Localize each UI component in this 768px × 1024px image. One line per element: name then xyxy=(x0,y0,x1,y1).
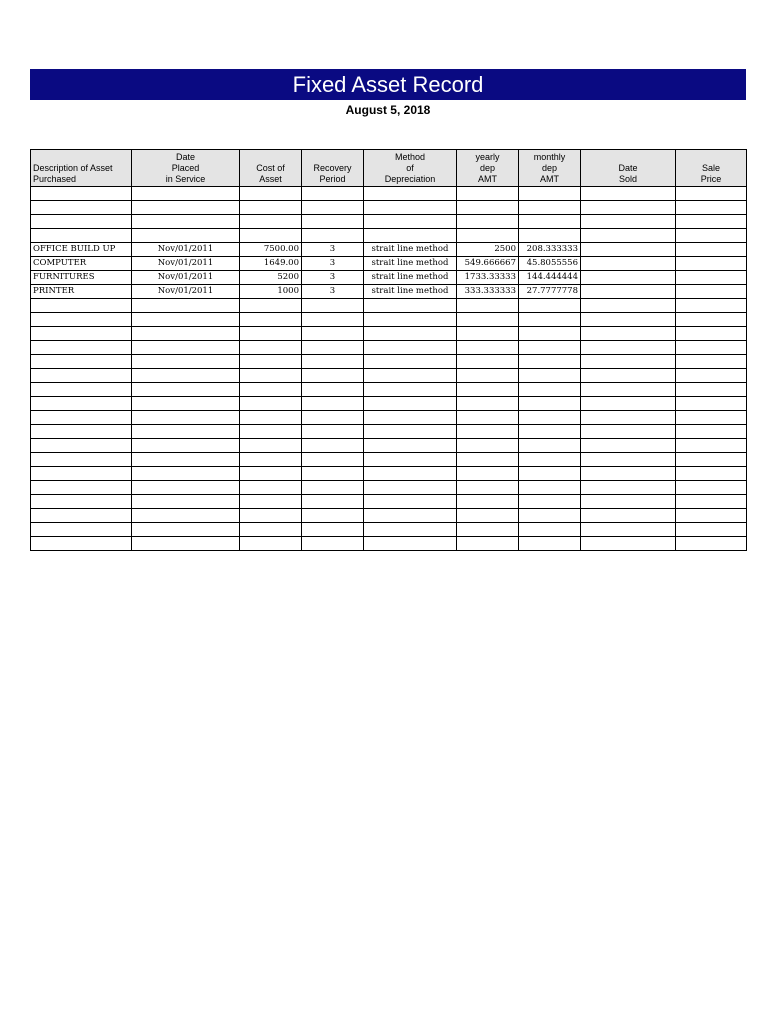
cell-sale-price xyxy=(676,271,747,285)
cell-sale-price xyxy=(676,285,747,299)
cell-date-sold xyxy=(581,229,676,243)
document-title: Fixed Asset Record xyxy=(30,69,746,100)
cell-sale-price xyxy=(676,187,747,201)
cell-date-placed xyxy=(132,215,240,229)
cell-cost xyxy=(240,523,302,537)
cell-recovery-period: 3 xyxy=(302,285,364,299)
header-row xyxy=(31,150,747,187)
cell-method xyxy=(364,425,457,439)
cell-description xyxy=(31,495,132,509)
table-row xyxy=(31,299,747,313)
cell-date-placed xyxy=(132,299,240,313)
cell-monthly-dep xyxy=(519,425,581,439)
table-row xyxy=(31,257,747,271)
cell-description: COMPUTER xyxy=(31,257,132,271)
cell-cost xyxy=(240,509,302,523)
cell-recovery-period xyxy=(302,383,364,397)
cell-sale-price xyxy=(676,453,747,467)
cell-recovery-period xyxy=(302,201,364,215)
cell-date-sold xyxy=(581,313,676,327)
header-method: Method of Depreciation xyxy=(364,150,457,187)
cell-cost xyxy=(240,537,302,551)
cell-method xyxy=(364,299,457,313)
cell-recovery-period xyxy=(302,411,364,425)
cell-date-placed xyxy=(132,201,240,215)
cell-date-placed: Nov/01/2011 xyxy=(132,257,240,271)
table-row xyxy=(31,537,747,551)
header-yearly-dep: yearly dep AMT xyxy=(457,150,519,187)
cell-method xyxy=(364,439,457,453)
cell-method xyxy=(364,481,457,495)
cell-date-placed xyxy=(132,453,240,467)
cell-monthly-dep: 27.7777778 xyxy=(519,285,581,299)
cell-monthly-dep xyxy=(519,341,581,355)
header-description: Description of Asset Purchased xyxy=(31,150,132,187)
table-row xyxy=(31,187,747,201)
cell-date-sold xyxy=(581,383,676,397)
cell-monthly-dep xyxy=(519,383,581,397)
cell-monthly-dep xyxy=(519,397,581,411)
cell-date-sold xyxy=(581,411,676,425)
cell-yearly-dep xyxy=(457,481,519,495)
cell-date-sold xyxy=(581,285,676,299)
cell-recovery-period xyxy=(302,341,364,355)
cell-method xyxy=(364,341,457,355)
cell-date-sold xyxy=(581,495,676,509)
cell-monthly-dep xyxy=(519,467,581,481)
cell-recovery-period xyxy=(302,369,364,383)
cell-cost xyxy=(240,201,302,215)
fixed-asset-table xyxy=(30,149,747,551)
cell-yearly-dep xyxy=(457,453,519,467)
header-date-placed: Date Placed in Service xyxy=(132,150,240,187)
cell-date-placed xyxy=(132,425,240,439)
cell-date-sold xyxy=(581,271,676,285)
table-row xyxy=(31,509,747,523)
cell-date-sold xyxy=(581,243,676,257)
cell-monthly-dep xyxy=(519,369,581,383)
cell-sale-price xyxy=(676,523,747,537)
cell-sale-price xyxy=(676,341,747,355)
cell-description xyxy=(31,313,132,327)
cell-cost xyxy=(240,453,302,467)
cell-date-placed xyxy=(132,537,240,551)
cell-method xyxy=(364,397,457,411)
header-sale-price: Sale Price xyxy=(676,150,747,187)
cell-method xyxy=(364,229,457,243)
cell-cost xyxy=(240,481,302,495)
cell-cost xyxy=(240,397,302,411)
table-row xyxy=(31,467,747,481)
cell-recovery-period xyxy=(302,215,364,229)
cell-description xyxy=(31,523,132,537)
cell-sale-price xyxy=(676,327,747,341)
cell-cost xyxy=(240,327,302,341)
cell-description xyxy=(31,481,132,495)
table-row xyxy=(31,243,747,257)
cell-method xyxy=(364,495,457,509)
cell-sale-price xyxy=(676,215,747,229)
cell-yearly-dep xyxy=(457,523,519,537)
header-date-sold: Date Sold xyxy=(581,150,676,187)
cell-recovery-period xyxy=(302,467,364,481)
table-row xyxy=(31,369,747,383)
cell-date-placed xyxy=(132,187,240,201)
cell-monthly-dep xyxy=(519,215,581,229)
cell-date-placed xyxy=(132,467,240,481)
cell-description xyxy=(31,299,132,313)
cell-cost: 1000 xyxy=(240,285,302,299)
cell-date-sold xyxy=(581,481,676,495)
cell-date-placed xyxy=(132,495,240,509)
cell-date-sold xyxy=(581,425,676,439)
cell-monthly-dep xyxy=(519,299,581,313)
cell-method xyxy=(364,453,457,467)
cell-description xyxy=(31,439,132,453)
cell-yearly-dep xyxy=(457,397,519,411)
header-recovery-period: Recovery Period xyxy=(302,150,364,187)
cell-monthly-dep xyxy=(519,537,581,551)
cell-recovery-period xyxy=(302,355,364,369)
cell-yearly-dep xyxy=(457,327,519,341)
cell-method xyxy=(364,383,457,397)
cell-yearly-dep: 2500 xyxy=(457,243,519,257)
cell-date-placed xyxy=(132,411,240,425)
cell-date-placed xyxy=(132,383,240,397)
cell-cost xyxy=(240,439,302,453)
cell-date-sold xyxy=(581,341,676,355)
cell-date-sold xyxy=(581,453,676,467)
cell-recovery-period xyxy=(302,229,364,243)
cell-sale-price xyxy=(676,411,747,425)
cell-description: OFFICE BUILD UP xyxy=(31,243,132,257)
cell-date-sold xyxy=(581,299,676,313)
cell-cost xyxy=(240,313,302,327)
cell-method xyxy=(364,467,457,481)
cell-description xyxy=(31,229,132,243)
cell-method: strait line method xyxy=(364,271,457,285)
cell-monthly-dep xyxy=(519,509,581,523)
cell-date-sold xyxy=(581,467,676,481)
cell-method: strait line method xyxy=(364,257,457,271)
cell-monthly-dep xyxy=(519,523,581,537)
table-row xyxy=(31,439,747,453)
cell-method xyxy=(364,313,457,327)
table-row xyxy=(31,285,747,299)
cell-method xyxy=(364,201,457,215)
cell-yearly-dep: 1733.33333 xyxy=(457,271,519,285)
cell-description: PRINTER xyxy=(31,285,132,299)
cell-yearly-dep xyxy=(457,537,519,551)
cell-sale-price xyxy=(676,313,747,327)
cell-yearly-dep xyxy=(457,439,519,453)
cell-cost xyxy=(240,411,302,425)
table-row xyxy=(31,215,747,229)
cell-description xyxy=(31,537,132,551)
cell-method xyxy=(364,509,457,523)
cell-sale-price xyxy=(676,537,747,551)
cell-cost xyxy=(240,467,302,481)
cell-cost xyxy=(240,425,302,439)
cell-date-sold xyxy=(581,509,676,523)
table-row xyxy=(31,523,747,537)
cell-monthly-dep xyxy=(519,495,581,509)
cell-sale-price xyxy=(676,439,747,453)
table-row xyxy=(31,271,747,285)
cell-cost xyxy=(240,495,302,509)
cell-recovery-period xyxy=(302,313,364,327)
cell-yearly-dep xyxy=(457,425,519,439)
cell-recovery-period xyxy=(302,425,364,439)
cell-recovery-period: 3 xyxy=(302,243,364,257)
cell-monthly-dep xyxy=(519,439,581,453)
table-row xyxy=(31,201,747,215)
cell-description xyxy=(31,397,132,411)
cell-date-sold xyxy=(581,257,676,271)
cell-sale-price xyxy=(676,425,747,439)
cell-description xyxy=(31,355,132,369)
cell-method xyxy=(364,369,457,383)
cell-date-placed xyxy=(132,481,240,495)
cell-description xyxy=(31,369,132,383)
cell-recovery-period xyxy=(302,397,364,411)
cell-monthly-dep: 144.444444 xyxy=(519,271,581,285)
table-row xyxy=(31,481,747,495)
table-row xyxy=(31,495,747,509)
cell-yearly-dep xyxy=(457,313,519,327)
cell-yearly-dep xyxy=(457,187,519,201)
cell-monthly-dep xyxy=(519,201,581,215)
cell-description xyxy=(31,187,132,201)
cell-description xyxy=(31,411,132,425)
cell-monthly-dep xyxy=(519,481,581,495)
cell-date-sold xyxy=(581,397,676,411)
cell-yearly-dep xyxy=(457,383,519,397)
cell-recovery-period xyxy=(302,509,364,523)
table-row xyxy=(31,313,747,327)
cell-recovery-period xyxy=(302,187,364,201)
cell-sale-price xyxy=(676,355,747,369)
cell-recovery-period xyxy=(302,495,364,509)
cell-description: FURNITURES xyxy=(31,271,132,285)
cell-sale-price xyxy=(676,495,747,509)
cell-sale-price xyxy=(676,467,747,481)
cell-monthly-dep: 45.8055556 xyxy=(519,257,581,271)
cell-date-sold xyxy=(581,327,676,341)
table-row xyxy=(31,411,747,425)
cell-method xyxy=(364,537,457,551)
cell-cost xyxy=(240,299,302,313)
cell-date-placed: Nov/01/2011 xyxy=(132,271,240,285)
cell-method xyxy=(364,327,457,341)
cell-cost: 7500.00 xyxy=(240,243,302,257)
table-row xyxy=(31,229,747,243)
cell-date-sold xyxy=(581,355,676,369)
cell-cost xyxy=(240,383,302,397)
cell-date-placed xyxy=(132,439,240,453)
cell-method: strait line method xyxy=(364,285,457,299)
cell-description xyxy=(31,383,132,397)
cell-date-placed xyxy=(132,369,240,383)
cell-sale-price xyxy=(676,257,747,271)
cell-recovery-period xyxy=(302,523,364,537)
cell-date-placed xyxy=(132,341,240,355)
cell-sale-price xyxy=(676,201,747,215)
cell-method: strait line method xyxy=(364,243,457,257)
cell-recovery-period: 3 xyxy=(302,257,364,271)
cell-date-sold xyxy=(581,537,676,551)
cell-sale-price xyxy=(676,383,747,397)
cell-description xyxy=(31,509,132,523)
cell-date-sold xyxy=(581,201,676,215)
cell-cost: 1649.00 xyxy=(240,257,302,271)
cell-yearly-dep xyxy=(457,341,519,355)
cell-cost xyxy=(240,355,302,369)
cell-date-placed xyxy=(132,509,240,523)
cell-yearly-dep xyxy=(457,411,519,425)
cell-yearly-dep xyxy=(457,495,519,509)
cell-recovery-period xyxy=(302,537,364,551)
cell-description xyxy=(31,327,132,341)
cell-method xyxy=(364,411,457,425)
cell-cost xyxy=(240,369,302,383)
cell-description xyxy=(31,453,132,467)
cell-cost xyxy=(240,187,302,201)
cell-method xyxy=(364,523,457,537)
cell-date-sold xyxy=(581,187,676,201)
cell-method xyxy=(364,187,457,201)
cell-date-placed xyxy=(132,313,240,327)
table-row xyxy=(31,453,747,467)
table-row xyxy=(31,425,747,439)
cell-method xyxy=(364,215,457,229)
cell-description xyxy=(31,215,132,229)
cell-yearly-dep xyxy=(457,201,519,215)
cell-yearly-dep xyxy=(457,509,519,523)
cell-description xyxy=(31,341,132,355)
cell-sale-price xyxy=(676,299,747,313)
table-row xyxy=(31,341,747,355)
cell-cost xyxy=(240,229,302,243)
cell-monthly-dep: 208.333333 xyxy=(519,243,581,257)
cell-sale-price xyxy=(676,509,747,523)
cell-monthly-dep xyxy=(519,453,581,467)
cell-cost xyxy=(240,341,302,355)
cell-yearly-dep: 549.666667 xyxy=(457,257,519,271)
table-row xyxy=(31,355,747,369)
cell-yearly-dep xyxy=(457,355,519,369)
cell-method xyxy=(364,355,457,369)
cell-recovery-period xyxy=(302,453,364,467)
table-row xyxy=(31,397,747,411)
cell-monthly-dep xyxy=(519,229,581,243)
cell-description xyxy=(31,201,132,215)
table-row xyxy=(31,383,747,397)
cell-date-placed xyxy=(132,327,240,341)
cell-yearly-dep xyxy=(457,467,519,481)
cell-monthly-dep xyxy=(519,313,581,327)
cell-monthly-dep xyxy=(519,355,581,369)
cell-sale-price xyxy=(676,369,747,383)
cell-recovery-period xyxy=(302,481,364,495)
cell-sale-price xyxy=(676,229,747,243)
cell-cost: 5200 xyxy=(240,271,302,285)
cell-recovery-period xyxy=(302,299,364,313)
cell-date-placed xyxy=(132,397,240,411)
cell-recovery-period xyxy=(302,439,364,453)
cell-description xyxy=(31,425,132,439)
cell-description xyxy=(31,467,132,481)
cell-date-placed: Nov/01/2011 xyxy=(132,285,240,299)
cell-date-sold xyxy=(581,369,676,383)
cell-monthly-dep xyxy=(519,411,581,425)
cell-yearly-dep xyxy=(457,229,519,243)
cell-monthly-dep xyxy=(519,187,581,201)
cell-yearly-dep: 333.333333 xyxy=(457,285,519,299)
header-cost: Cost of Asset xyxy=(240,150,302,187)
cell-date-sold xyxy=(581,439,676,453)
document-date: August 5, 2018 xyxy=(345,103,431,117)
table-row xyxy=(31,327,747,341)
cell-date-placed xyxy=(132,229,240,243)
cell-sale-price xyxy=(676,397,747,411)
cell-yearly-dep xyxy=(457,299,519,313)
cell-date-placed: Nov/01/2011 xyxy=(132,243,240,257)
cell-sale-price xyxy=(676,481,747,495)
header-monthly-dep: monthly dep AMT xyxy=(519,150,581,187)
cell-recovery-period xyxy=(302,327,364,341)
cell-date-placed xyxy=(132,523,240,537)
cell-date-sold xyxy=(581,215,676,229)
cell-date-sold xyxy=(581,523,676,537)
cell-recovery-period: 3 xyxy=(302,271,364,285)
cell-monthly-dep xyxy=(519,327,581,341)
cell-yearly-dep xyxy=(457,215,519,229)
cell-sale-price xyxy=(676,243,747,257)
cell-yearly-dep xyxy=(457,369,519,383)
cell-cost xyxy=(240,215,302,229)
cell-date-placed xyxy=(132,355,240,369)
